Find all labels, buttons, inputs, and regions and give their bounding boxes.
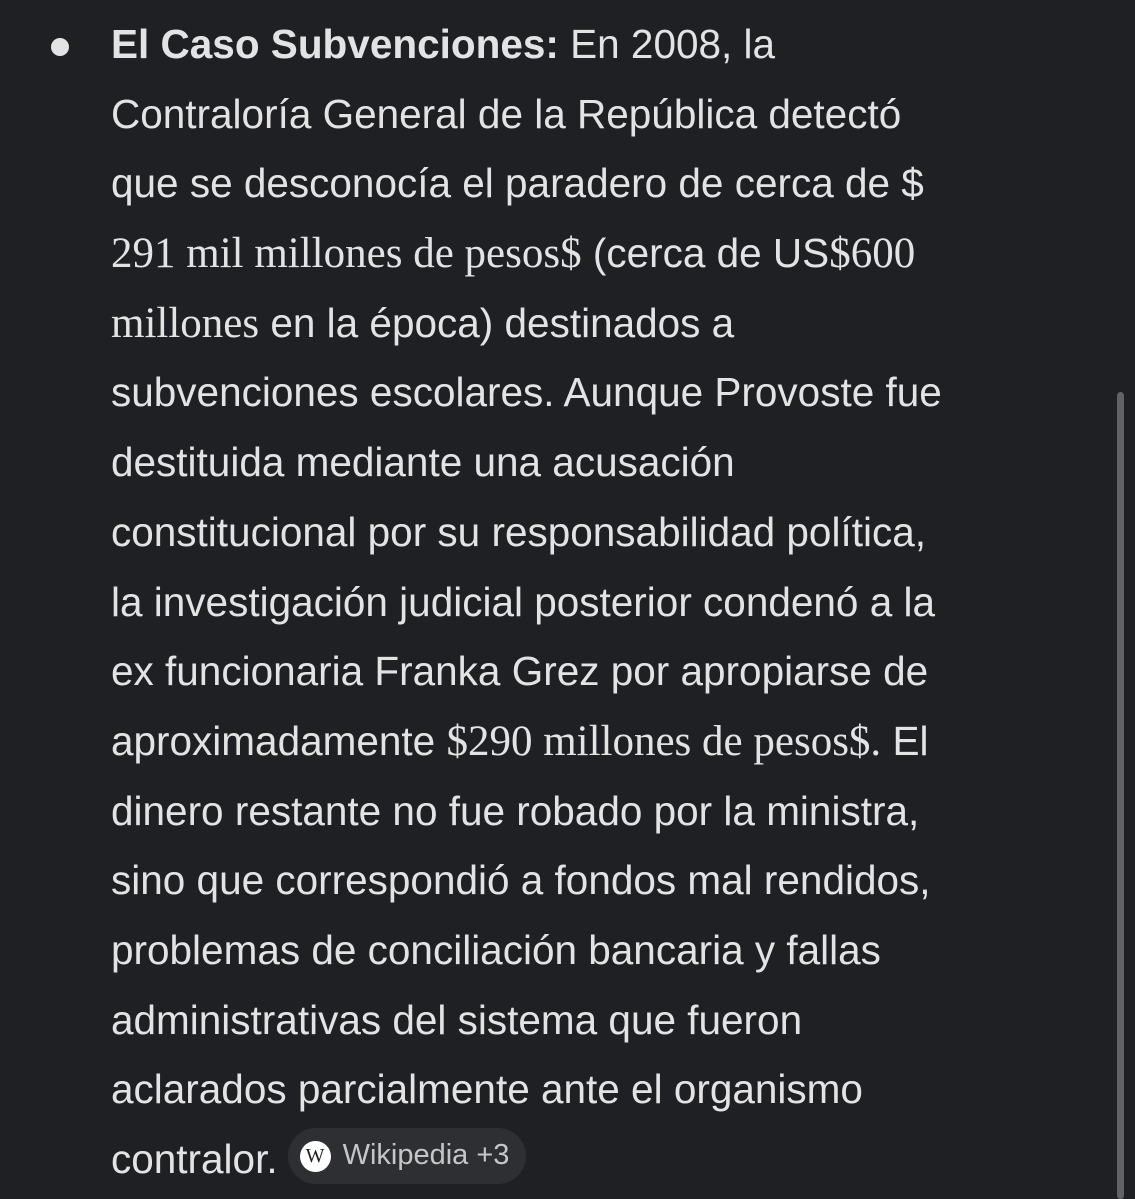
source-chip-label: Wikipedia +3 <box>342 1139 510 1172</box>
text-line-12: dinero restante no fue robado por la ministra, <box>111 787 920 834</box>
text-line-14: problemas de conciliación bancaria y fallas <box>111 926 881 973</box>
text-line-3: que se desconocía el paradero de cerca de $ <box>111 160 924 207</box>
math-millones: millones <box>111 299 260 347</box>
math-amount-291: 291 mil millones de pesos$ <box>111 230 582 278</box>
scrollbar-thumb[interactable] <box>1117 392 1124 1199</box>
source-chip-wikipedia[interactable] <box>288 1128 527 1184</box>
bullet-dot <box>51 38 69 56</box>
math-amount-600: $600 <box>829 230 916 278</box>
text-line-6: subvenciones escolares. Aunque Provoste fue <box>111 369 942 416</box>
text-line-17: contralor. W Wikipedia +3 <box>111 1125 1101 1195</box>
text-line-16: aclarados parcialmente ante el organismo <box>111 1066 863 1113</box>
wikipedia-icon: W <box>300 1141 331 1172</box>
bullet-lead-title: El Caso Subvenciones: <box>111 21 559 67</box>
text-line-9: la investigación judicial posterior condenó a la <box>111 578 936 625</box>
bullet-paragraph <box>111 10 1101 1195</box>
text-line-8: constitucional por su responsabilidad política, <box>111 508 926 555</box>
text-line-5: millones en la época) destinados a <box>111 299 735 347</box>
math-amount-290: $290 millones de pesos$. <box>446 717 882 765</box>
text-line-13: sino que correspondió a fondos mal rendidos, <box>111 857 931 904</box>
text-line-15: administrativas del sistema que fueron <box>111 996 803 1043</box>
text-line-10: ex funcionaria Franka Grez por apropiarse de <box>111 648 929 695</box>
text-line-11: aproximadamente $290 millones de pesos$. El <box>111 717 929 765</box>
text-line-7: destituida mediante una acusación <box>111 439 735 486</box>
text-line-2: Contraloría General de la República detectó <box>111 90 902 137</box>
text-line-1: El Caso Subvenciones: En 2008, la <box>111 21 776 67</box>
text-line-4: 291 mil millones de pesos$ (cerca de US$600 <box>111 230 916 278</box>
